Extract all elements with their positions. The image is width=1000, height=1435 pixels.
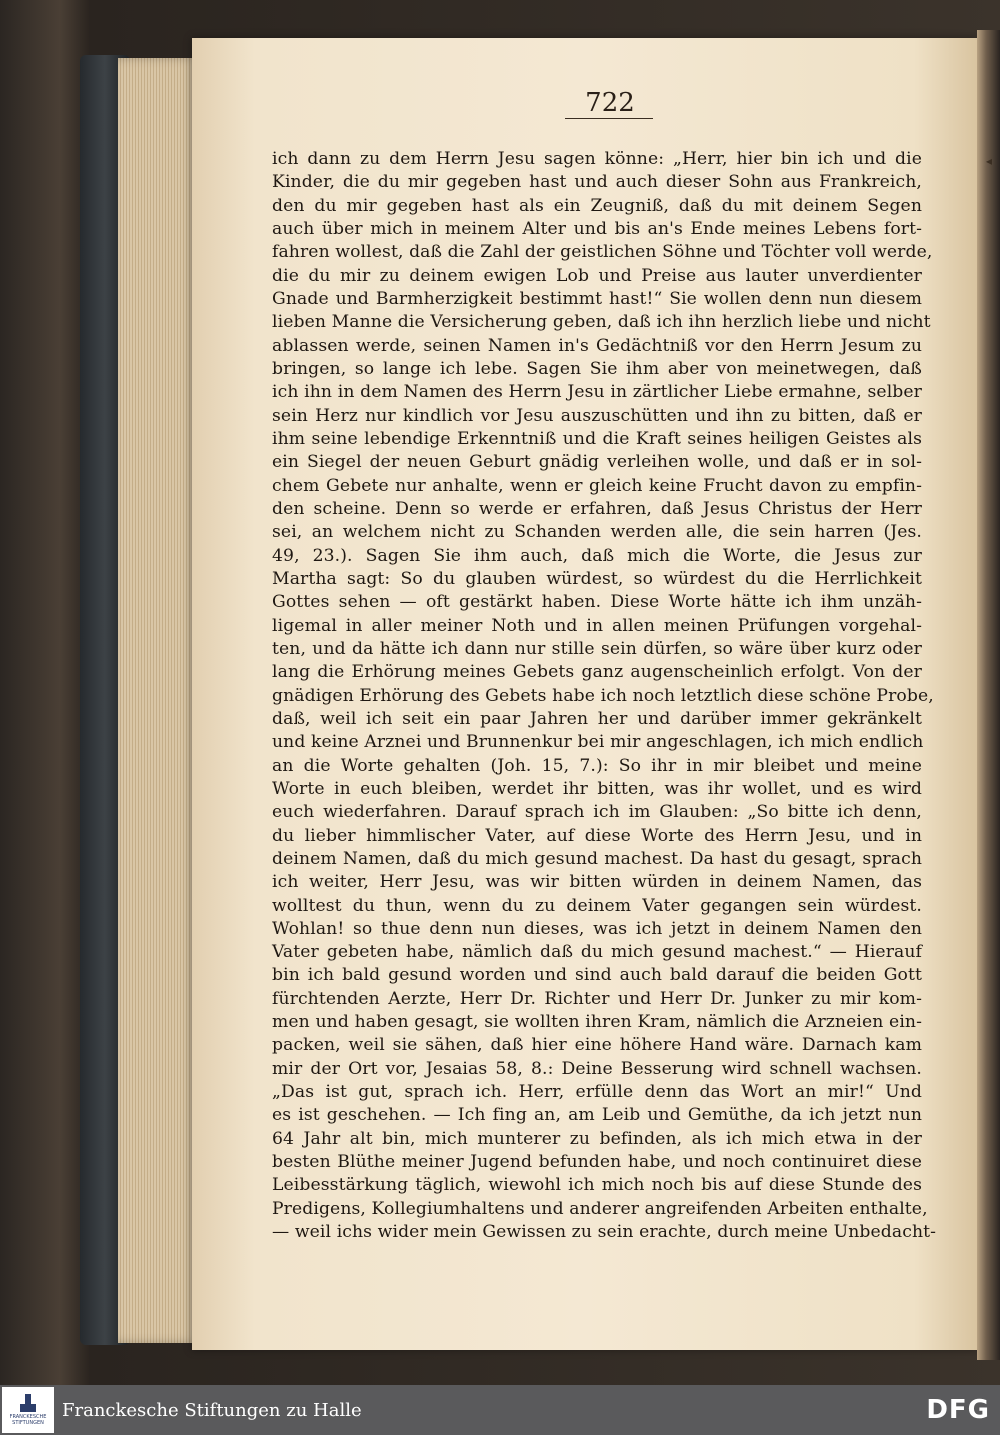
text-line: es ist geschehen. — Ich fing an, am Leib und Gemüthe, da ich jetzt nun (272, 1105, 922, 1126)
text-line: ich ihn in dem Namen des Herrn Jesu in zärtlicher Liebe ermahne, selber (272, 382, 922, 403)
text-line: auch über mich in meinem Alter und bis an's Ende meines Lebens fort- (272, 218, 922, 239)
text-line: — weil ichs wider mein Gewissen zu sein erachte, durch meine Unbedacht- (272, 1222, 937, 1243)
text-line: Vater gebeten habe, nämlich daß du mich gesund machest.“ — Hierauf (272, 942, 922, 963)
institution-name[interactable]: Franckesche Stiftungen zu Halle (62, 1399, 362, 1421)
page-number: 722 (585, 88, 635, 118)
text-line: ihm seine lebendige Erkenntniß und die Kraft seines heiligen Geistes als (272, 428, 922, 449)
text-line: Wohlan! so thue denn nun dieses, was ich jetzt in deinem Namen den (272, 918, 922, 939)
text-line: den scheine. Denn so werde er erfahren, daß Jesus Christus der Herr (272, 498, 922, 519)
page-edges (118, 58, 198, 1343)
dfg-logo[interactable]: DFG (926, 1395, 990, 1425)
text-line: daß, weil ich seit ein paar Jahren her und darüber immer gekränkelt (272, 708, 922, 729)
footer-bar (0, 1385, 1000, 1435)
text-line: euch wiederfahren. Darauf sprach ich im Glauben: „So bitte ich denn, (272, 802, 922, 823)
text-line: Gottes sehen — oft gestärkt haben. Diese Worte hätte ich ihm unzäh- (272, 592, 922, 613)
page-text (272, 148, 937, 1244)
text-line: 49, 23.). Sagen Sie ihm auch, daß mich die Worte, die Jesus zur (272, 545, 922, 566)
text-line: ich weiter, Herr Jesu, was wir bitten würden in deinem Namen, das (272, 872, 922, 893)
text-line: Gnade und Barmherzigkeit bestimmt hast!“ Sie wollen denn nun diesem (272, 288, 922, 309)
building-icon (18, 1394, 38, 1414)
text-line: besten Blüthe meiner Jugend befunden habe, und noch continuiret diese (272, 1152, 922, 1173)
text-line: Worte in euch bleiben, werdet ihr bitten, was ihr wollet, und es wird (272, 778, 922, 799)
text-line: bringen, so lange ich lebe. Sagen Sie ihm aber von meinetwegen, daß (272, 358, 922, 379)
text-line: Leibesstärkung täglich, wiewohl ich mich noch bis auf diese Stunde des (272, 1175, 922, 1196)
text-line: du lieber himmlischer Vater, auf diese Worte des Herrn Jesu, und in (272, 825, 922, 846)
text-line: mir der Ort vor, Jesaias 58, 8.: Deine Besserung wird schnell wachsen. (272, 1058, 922, 1079)
text-line: 64 Jahr alt bin, mich munterer zu befinden, als ich mich etwa in der (272, 1128, 922, 1149)
text-line: ein Siegel der neuen Geburt gnädig verleihen wolle, und daß er in sol- (272, 452, 922, 473)
text-line: lang die Erhörung meines Gebets ganz augenscheinlich erfolgt. Von der (272, 662, 922, 683)
text-line: ich dann zu dem Herrn Jesu sagen könne: „Herr, hier bin ich und die (272, 149, 922, 169)
franckesche-logo[interactable] (2, 1387, 54, 1433)
text-line: sei, an welchem nicht zu Schanden werden alle, die sein harren (Jes. (272, 522, 922, 543)
text-line: chem Gebete nur anhalte, wenn er gleich keine Frucht davon zu empfin- (272, 475, 922, 496)
text-line: ten, und da hätte ich dann nur stille sein dürfen, so wäre über kurz oder (272, 638, 922, 659)
text-line: und keine Arznei und Brunnenkur bei mir angeschlagen, ich mich endlich (272, 732, 924, 753)
logo-text: FRANCKESCHE STIFTUNGEN (9, 1414, 47, 1426)
text-line: Kinder, die du mir gegeben hast und auch dieser Sohn aus Frankreich, (272, 172, 922, 193)
text-line: den du mir gegeben hast als ein Zeugniß, daß du mit deinem Segen (272, 195, 922, 216)
text-line: sein Herz nur kindlich vor Jesu auszuschütten und ihn zu bitten, daß er (272, 405, 922, 426)
text-line: gnädigen Erhörung des Gebets habe ich noch letztlich diese schöne Probe, (272, 685, 934, 706)
text-line: lieben Manne die Versicherung geben, daß ich ihn herzlich liebe und nicht (272, 312, 931, 333)
text-line: an die Worte gehalten (Joh. 15, 7.): So ihr in mir bleibet und meine (272, 755, 922, 776)
text-line: Predigens, Kollegiumhaltens und anderer angreifenden Arbeiten enthalte, (272, 1198, 928, 1219)
text-line: men und haben gesagt, sie wollten ihren Kram, nämlich die Arzneien ein- (272, 1012, 922, 1033)
text-line: bin ich bald gesund worden und sind auch bald darauf die beiden Gott (272, 965, 922, 986)
text-line: fürchtenden Aerzte, Herr Dr. Richter und Herr Dr. Junker zu mir kom- (272, 988, 922, 1009)
text-line: die du mir zu deinem ewigen Lob und Preise aus lauter unverdienter (272, 265, 922, 286)
book-cover-right (977, 30, 1000, 1360)
text-line: packen, weil sie sähen, daß hier eine höhere Hand wäre. Darnach kam (272, 1035, 922, 1056)
text-line: deinem Namen, daß du mich gesund machest. Da hast du gesagt, sprach (272, 848, 922, 869)
text-line: Martha sagt: So du glauben würdest, so würdest du die Herrlichkeit (272, 568, 922, 589)
text-line: ablassen werde, seinen Namen in's Gedächtniß vor den Herrn Jesum zu (272, 335, 922, 356)
margin-mark-icon: ◂ (986, 154, 993, 168)
text-line: „Das ist gut, sprach ich. Herr, erfülle denn das Wort an mir!“ Und (272, 1082, 922, 1103)
text-line: ligemal in aller meiner Noth und in allen meinen Prüfungen vorgehal- (272, 615, 922, 636)
text-line: wolltest du thun, wenn du zu deinem Vater gegangen sein würdest. (272, 895, 922, 916)
text-line: fahren wollest, daß die Zahl der geistlichen Söhne und Töchter voll werde, (272, 242, 933, 263)
page-number-rule (565, 118, 653, 119)
